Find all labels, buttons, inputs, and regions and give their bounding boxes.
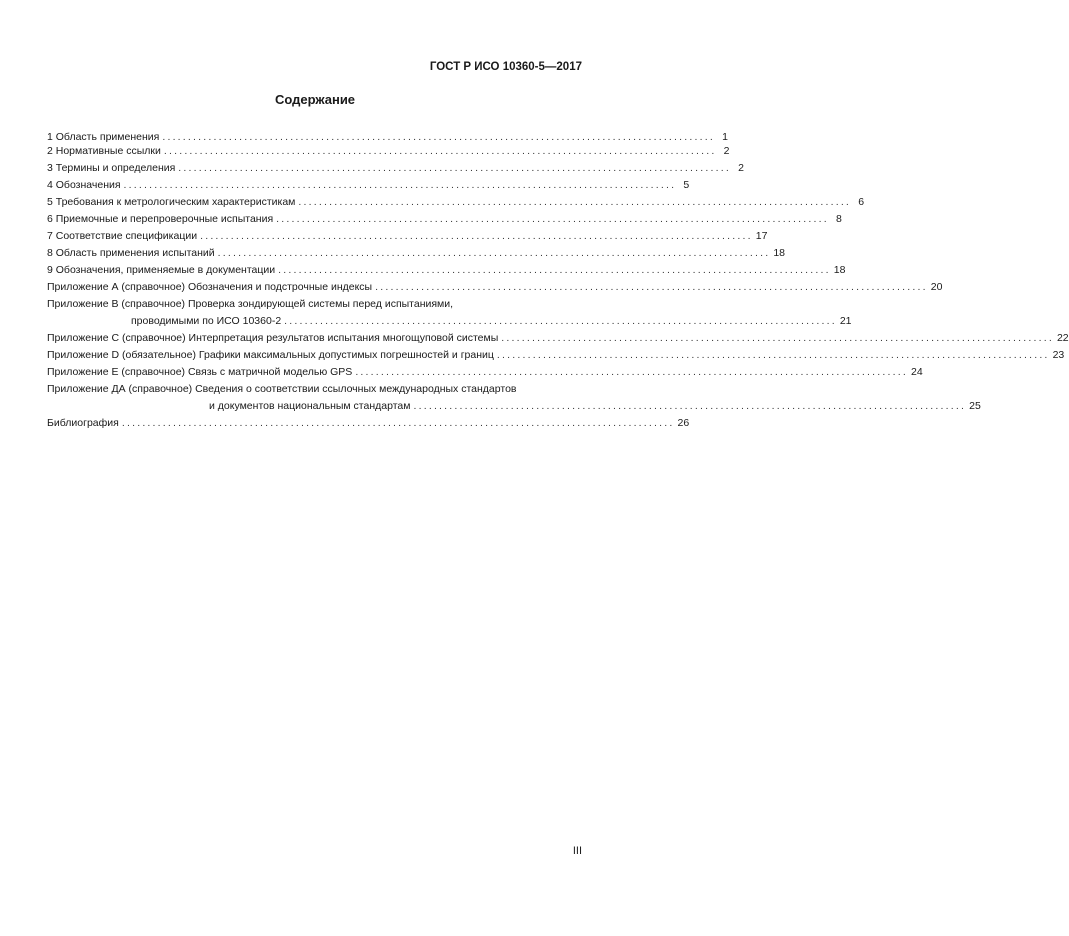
toc-entry[interactable] bbox=[47, 145, 730, 162]
toc-entry[interactable] bbox=[47, 247, 786, 264]
toc-entry-text: Приложение В (справочное) Проверка зондирующей системы перед испытаниями, bbox=[47, 298, 454, 310]
toc-page-number: 1 bbox=[722, 131, 728, 143]
toc-entry-continuation[interactable] bbox=[47, 315, 852, 332]
leader-dots: ............................................................................................................ bbox=[298, 196, 852, 208]
leader-dots: ............................................................................................................ bbox=[375, 281, 928, 293]
toc-entry[interactable] bbox=[47, 179, 690, 196]
toc-page-number: 2 bbox=[738, 162, 744, 174]
leader-dots: ............................................................................................................ bbox=[178, 162, 731, 174]
toc-entry-text: Библиография bbox=[47, 417, 119, 429]
toc-page-number: 24 bbox=[910, 366, 923, 378]
toc-entry-cont-text: проводимыми по ИСО 10360-2 bbox=[131, 315, 282, 327]
toc-page-number: 22 bbox=[1056, 332, 1069, 344]
leader-dots: ............................................................................................................ bbox=[162, 131, 715, 143]
toc-page-number: 6 bbox=[858, 196, 865, 208]
toc-entry[interactable] bbox=[47, 196, 865, 213]
toc-page-number: 5 bbox=[683, 179, 690, 191]
leader-dots: ............................................................................................................ bbox=[278, 264, 831, 276]
toc-page-number: 17 bbox=[755, 230, 768, 242]
toc-entry[interactable] bbox=[47, 366, 923, 383]
page-number: III bbox=[572, 845, 582, 857]
toc-entry-text: 5 Требования к метрологическим характеристикам bbox=[47, 196, 296, 208]
leader-dots: ............................................................................................................ bbox=[217, 247, 771, 259]
leader-dots: ............................................................................................................ bbox=[163, 145, 717, 157]
document-header: ГОСТ Р ИСО 10360-5—2017 bbox=[429, 61, 582, 73]
toc-entry[interactable] bbox=[47, 349, 1065, 366]
page-title: Содержание bbox=[274, 92, 356, 107]
toc-entry-text: 6 Приемочные и перепроверочные испытания bbox=[47, 213, 274, 225]
toc-page-number: 26 bbox=[677, 417, 690, 429]
toc-entry[interactable] bbox=[47, 162, 744, 179]
toc-entry[interactable] bbox=[47, 264, 846, 281]
toc-entry[interactable] bbox=[47, 213, 842, 230]
toc-entry-text: 1 Область применения bbox=[47, 131, 160, 143]
toc-page-number: 20 bbox=[930, 281, 943, 293]
toc-entry-continuation[interactable] bbox=[47, 400, 981, 417]
toc-entry[interactable] bbox=[47, 230, 768, 247]
leader-dots: ............................................................................................................ bbox=[496, 349, 1050, 361]
toc-entry-text: Приложение С (справочное) Интерпретация результатов испытания многощуповой системы bbox=[47, 332, 499, 344]
toc-page-number: 21 bbox=[839, 315, 852, 327]
leader-dots: ............................................................................................................ bbox=[200, 230, 753, 242]
toc-entry-text: Приложение ДА (справочное) Сведения о соответствии ссылочных международных стандартов bbox=[47, 383, 517, 395]
toc-page-number: 18 bbox=[833, 264, 846, 276]
toc-page-number: 8 bbox=[835, 213, 842, 225]
toc-page-number: 2 bbox=[723, 145, 730, 157]
toc-entry-text: 3 Термины и определения bbox=[47, 162, 176, 174]
toc-entry-text: Приложение Е (справочное) Связь с матричной моделью GPS bbox=[47, 366, 353, 378]
leader-dots: ............................................................................................................ bbox=[413, 400, 967, 412]
toc-entry-text: 4 Обозначения bbox=[47, 179, 121, 191]
toc-entry-text: 9 Обозначения, применяемые в документации bbox=[47, 264, 276, 276]
toc-page-number: 25 bbox=[969, 400, 981, 412]
leader-dots: ............................................................................................................ bbox=[284, 315, 837, 327]
leader-dots: ............................................................................................................ bbox=[123, 179, 677, 191]
toc-entry-text: Приложение А (справочное) Обозначения и подстрочные индексы bbox=[47, 281, 373, 293]
toc-entry-text: 8 Область применения испытаний bbox=[47, 247, 215, 259]
toc-entry[interactable] bbox=[47, 298, 583, 315]
toc-page-number: 23 bbox=[1052, 349, 1065, 361]
leader-dots: ............................................................................................................ bbox=[501, 332, 1054, 344]
toc-entry[interactable] bbox=[47, 281, 943, 298]
toc-entry[interactable] bbox=[47, 383, 583, 400]
leader-dots: ............................................................................................................ bbox=[355, 366, 908, 378]
toc-page-number: 18 bbox=[773, 247, 786, 259]
toc-entry-text: Приложение D (обязательное) Графики максимальных допустимых погрешностей и границ bbox=[47, 349, 494, 361]
leader-dots: ............................................................................................................ bbox=[121, 417, 675, 429]
toc-entry[interactable] bbox=[47, 332, 1069, 349]
table-of-contents bbox=[47, 131, 1069, 434]
toc-entry[interactable] bbox=[47, 417, 690, 434]
toc-entry-cont-text: и документов национальным стандартам bbox=[209, 400, 411, 412]
toc-entry[interactable] bbox=[47, 131, 728, 145]
toc-entry-text: 7 Соответствие спецификации bbox=[47, 230, 198, 242]
leader-dots: ............................................................................................................ bbox=[276, 213, 829, 225]
toc-entry-text: 2 Нормативные ссылки bbox=[47, 145, 161, 157]
